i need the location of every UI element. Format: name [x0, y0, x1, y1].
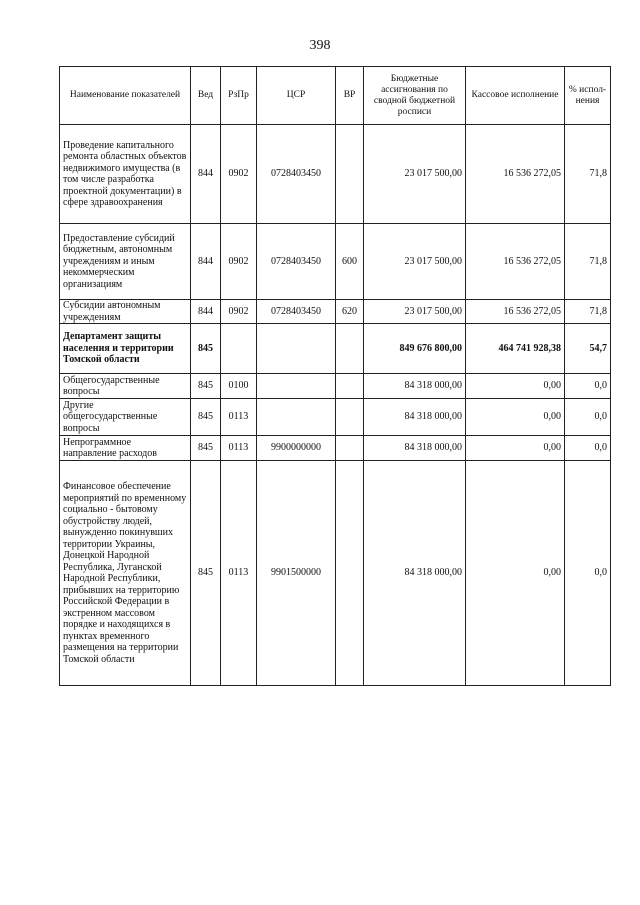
row-name: Общегосударственные вопросы [60, 374, 191, 399]
row-cash: 0,00 [466, 436, 565, 461]
row-rzpr [221, 324, 257, 374]
table-row [60, 436, 611, 461]
header-cash: Кассовое исполнение [466, 67, 565, 125]
row-vr [336, 461, 364, 686]
row-cash: 16 536 272,05 [466, 125, 565, 224]
row-name: Департамент защиты населения и территории Томской области [60, 324, 191, 374]
row-rzpr: 0113 [221, 436, 257, 461]
row-csr: 9900000000 [257, 436, 336, 461]
row-name: Другие общегосударственные вопросы [60, 399, 191, 436]
row-budget: 84 318 000,00 [364, 374, 466, 399]
row-ved: 845 [191, 461, 221, 686]
header-vr: ВР [336, 67, 364, 125]
row-cash: 16 536 272,05 [466, 224, 565, 300]
table-header-row [60, 67, 611, 125]
row-name: Финансовое обеспечение мероприятий по временному социально - бытовому обустройству людей, вынужденно покинувших территории Украины, Донецкой Народной Республика, Луганской Народной Республики, прибывших на территорию Российской Федерации в экстренном массовом порядке и находящихся в пунктах временного размещения на территории Томской области [60, 461, 191, 686]
page-number: 398 [309, 38, 331, 53]
row-vr [336, 125, 364, 224]
row-csr [257, 399, 336, 436]
row-vr [336, 436, 364, 461]
row-pct: 0,0 [565, 436, 611, 461]
row-rzpr: 0100 [221, 374, 257, 399]
row-cash: 0,00 [466, 374, 565, 399]
row-budget: 23 017 500,00 [364, 125, 466, 224]
header-csr: ЦСР [257, 67, 336, 125]
row-rzpr: 0113 [221, 399, 257, 436]
row-vr: 620 [336, 300, 364, 324]
row-pct: 71,8 [565, 125, 611, 224]
row-budget: 23 017 500,00 [364, 224, 466, 300]
row-ved: 845 [191, 324, 221, 374]
table-row-department [60, 324, 611, 374]
row-vr: 600 [336, 224, 364, 300]
row-pct: 0,0 [565, 461, 611, 686]
row-pct: 0,0 [565, 374, 611, 399]
row-budget: 84 318 000,00 [364, 461, 466, 686]
row-rzpr: 0902 [221, 125, 257, 224]
row-ved: 844 [191, 224, 221, 300]
row-pct: 0,0 [565, 399, 611, 436]
row-name: Непрограммное направление расходов [60, 436, 191, 461]
row-ved: 844 [191, 125, 221, 224]
row-pct: 71,8 [565, 224, 611, 300]
row-cash: 16 536 272,05 [466, 300, 565, 324]
row-vr [336, 374, 364, 399]
row-cash: 0,00 [466, 399, 565, 436]
table-row [60, 224, 611, 300]
row-rzpr: 0902 [221, 300, 257, 324]
budget-execution-table [59, 66, 611, 686]
row-csr: 0728403450 [257, 300, 336, 324]
table-row [60, 374, 611, 399]
row-cash: 0,00 [466, 461, 565, 686]
table-row [60, 300, 611, 324]
row-name: Проведение капитального ремонта областных объектов недвижимого имущества (в том числе разработка проектной документации) в сфере здравоохранения [60, 125, 191, 224]
header-pct: % испол-нения [565, 67, 611, 125]
row-pct: 71,8 [565, 300, 611, 324]
table-row [60, 399, 611, 436]
row-budget: 84 318 000,00 [364, 399, 466, 436]
row-budget: 84 318 000,00 [364, 436, 466, 461]
row-csr: 9901500000 [257, 461, 336, 686]
row-rzpr: 0113 [221, 461, 257, 686]
row-csr [257, 324, 336, 374]
row-cash: 464 741 928,38 [466, 324, 565, 374]
row-budget: 23 017 500,00 [364, 300, 466, 324]
row-vr [336, 399, 364, 436]
row-ved: 844 [191, 300, 221, 324]
header-budget: Бюджетные ассигнования по сводной бюджетной росписи [364, 67, 466, 125]
header-ved: Вед [191, 67, 221, 125]
header-name: Наименование показателей [60, 67, 191, 125]
row-csr [257, 374, 336, 399]
row-ved: 845 [191, 374, 221, 399]
row-name: Субсидии автономным учреждениям [60, 300, 191, 324]
row-vr [336, 324, 364, 374]
header-rzpr: РзПр [221, 67, 257, 125]
row-budget: 849 676 800,00 [364, 324, 466, 374]
row-pct: 54,7 [565, 324, 611, 374]
row-name: Предоставление субсидий бюджетным, автономным учреждениям и иным некоммерческим организациям [60, 224, 191, 300]
table-row [60, 461, 611, 686]
row-ved: 845 [191, 399, 221, 436]
row-csr: 0728403450 [257, 125, 336, 224]
table-row [60, 125, 611, 224]
row-rzpr: 0902 [221, 224, 257, 300]
row-ved: 845 [191, 436, 221, 461]
row-csr: 0728403450 [257, 224, 336, 300]
